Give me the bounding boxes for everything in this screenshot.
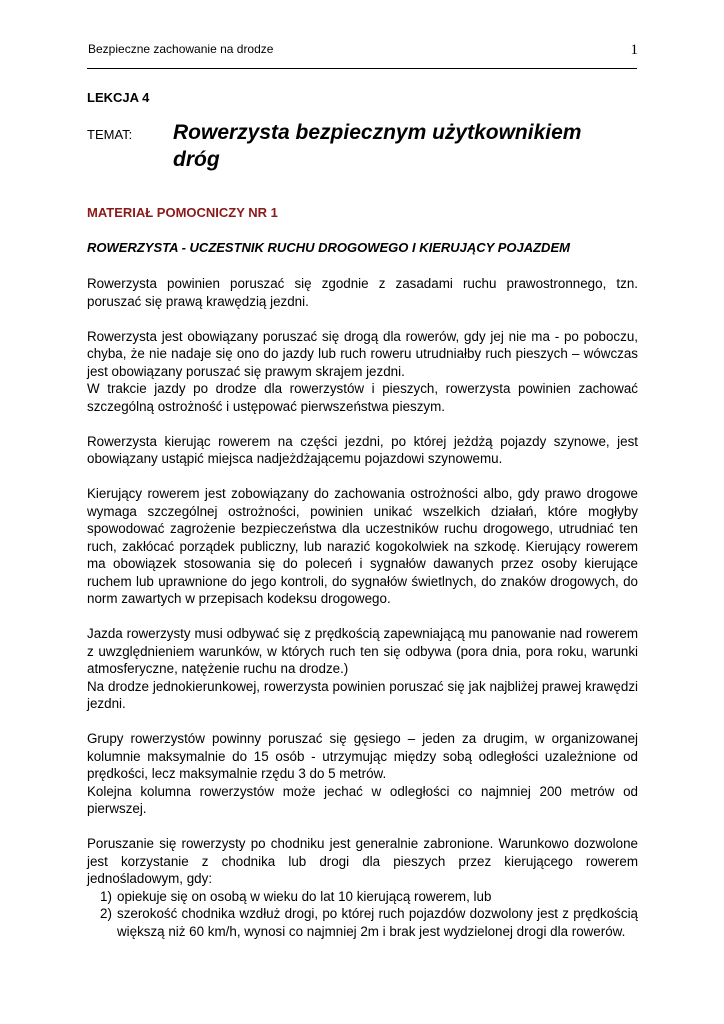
paragraph: Kolejna kolumna rowerzystów może jechać w odległości co najmniej 200 metrów od pierwszej. — [87, 783, 638, 816]
material-heading: MATERIAŁ POMOCNICZY NR 1 — [87, 205, 278, 220]
paragraph: Poruszanie się rowerzysty po chodniku jest generalnie zabronione. Warunkowo dozwolone jest korzystanie z chodnika lub drogi dla pieszych przez kierującego rowerem jednośladowym, gdy: — [87, 836, 638, 886]
header-title: Bezpieczne zachowanie na drodze — [88, 42, 274, 56]
paragraph: Na drodze jednokierunkowej, rowerzysta powinien poruszać się jak najbliżej prawej krawędzi jezdni. — [87, 678, 638, 711]
conditions-list — [87, 888, 638, 941]
list-item-text: opiekuje się on osobą w wieku do lat 10 kierującą rowerem, lub — [117, 888, 492, 904]
paragraph: Rowerzysta kierując rowerem na części jezdni, po której jeżdżą pojazdy szynowe, jest obowiązany ustąpić miejsca nadjeżdżającemu pojazdowi szynowemu. — [87, 433, 638, 466]
lesson-label: LEKCJA 4 — [87, 90, 150, 105]
paragraph: Jazda rowerzysty musi odbywać się z prędkością zapewniającą mu panowanie nad rowerem z uwzględnieniem warunków, w których ruch ten się odbywa (pora dnia, pora roku, warunki atmosferyczne, natężenie ruchu na drodze.) — [87, 626, 638, 676]
page-number: 1 — [630, 42, 638, 58]
list-item-number: 2) — [100, 906, 112, 921]
list-item-number: 1) — [100, 888, 112, 904]
paragraph: Grupy rowerzystów powinny poruszać się gęsiego – jeden za drugim, w organizowanej kolumnie maksymalnie do 15 osób - utrzymując między sobą odległości uzależnione od prędkości, lecz maksymalnie rzędu 3 do 5 metrów. — [87, 731, 638, 781]
list-item — [87, 905, 638, 940]
topic-title: Rowerzysta bezpiecznym użytkownikiem dróg — [173, 121, 582, 171]
document-body — [87, 275, 638, 940]
section-heading: ROWERZYSTA - UCZESTNIK RUCHU DROGOWEGO I KIERUJĄCY POJAZDEM — [87, 240, 570, 255]
paragraph: W trakcie jazdy po drodze dla rowerzystów i pieszych, rowerzysta powinien zachować szczególną ostrożność i ustępować pierwszeństwa pieszym. — [87, 381, 638, 414]
list-item — [87, 888, 638, 906]
paragraph: Rowerzysta powinien poruszać się zgodnie z zasadami ruchu prawostronnego, tzn. poruszać się prawą krawędzią jezdni. — [87, 276, 638, 309]
header-divider — [87, 68, 637, 69]
list-item-text: szerokość chodnika wzdłuż drogi, po której ruch pojazdów dozwolony jest z prędkością większą niż 60 km/h, wynosi co najmniej 2m i brak jest wydzielonej drogi dla rowerów. — [117, 906, 638, 939]
paragraph: Kierujący rowerem jest zobowiązany do zachowania ostrożności albo, gdy prawo drogowe wymaga szczególnej ostrożności, powinien unikać wszelkich działań, które mogłyby spowodować zagrożenie bezpieczeństwa dla uczestników ruchu drogowego, utrudniać ten ruch, zakłócać porządek publiczny, lub narazić kogokolwiek na szkodę. Kierujący rowerem ma obowiązek stosowania się do poleceń i sygnałów dawanych przez osoby kierujące ruchem lub uprawnione do jego kontroli, do sygnałów świetlnych, do znaków drogowych, do norm zawartych w przepisach kodeksu drogowego. — [87, 486, 638, 606]
paragraph: Rowerzysta jest obowiązany poruszać się drogą dla rowerów, gdy jej nie ma - po poboczu, chyba, że nie nadaje się ono do jazdy lub ruch roweru utrudniałby ruch pieszych – wówczas jest obowiązany poruszać się prawym skrajem jezdni. — [87, 328, 638, 379]
topic-label: TEMAT: — [87, 127, 133, 142]
